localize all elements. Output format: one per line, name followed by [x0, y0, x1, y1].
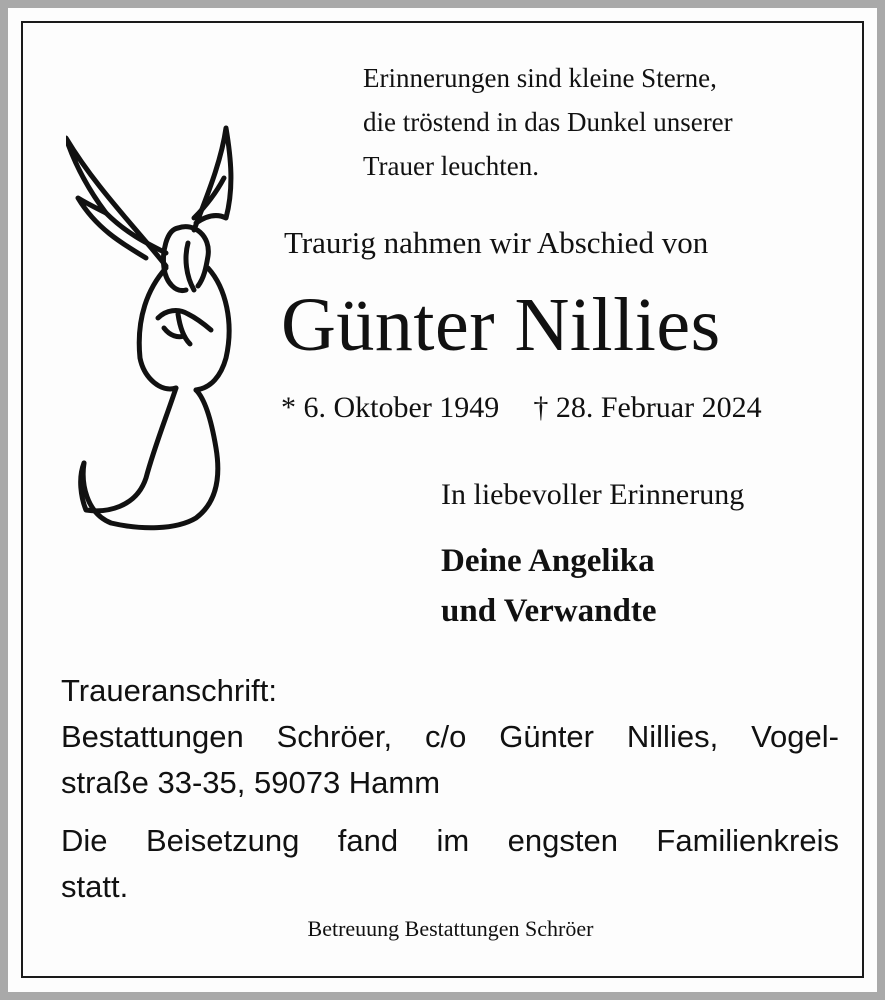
- quote-line: Trauer leuchten.: [363, 151, 539, 181]
- angel-icon: [66, 118, 246, 538]
- funeral-note: [61, 818, 839, 910]
- address-label: Traueranschrift:: [61, 673, 277, 708]
- obituary-sheet: [8, 8, 877, 992]
- farewell-intro: Traurig nahmen wir Abschied von: [284, 225, 709, 260]
- death-date: † 28. Februar 2024: [533, 391, 762, 424]
- memory-line: In liebevoller Erinnerung: [441, 478, 745, 511]
- address-line: Bestattungen Schröer, c/o Günter Nillies, Vogel-: [61, 719, 839, 754]
- signature-line: und Verwandte: [441, 593, 657, 629]
- quote-line: die tröstend in das Dunkel unserer: [363, 107, 733, 137]
- mourners-signature: [441, 536, 656, 636]
- memorial-quote: [363, 56, 863, 188]
- address-line: straße 33-35, 59073 Hamm: [61, 765, 441, 800]
- funeral-line: Die Beisetzung fand im engsten Familienkreis: [61, 823, 839, 858]
- condolence-address: [61, 668, 839, 806]
- signature-line: Deine Angelika: [441, 543, 655, 579]
- birth-date: * 6. Oktober 1949: [281, 391, 500, 424]
- quote-line: Erinnerungen sind kleine Sterne,: [363, 63, 717, 93]
- deceased-name: Günter Nillies: [281, 283, 721, 367]
- undertaker-credit: Betreuung Bestattungen Schröer: [307, 916, 594, 941]
- life-dates: [281, 391, 762, 425]
- funeral-line: statt.: [61, 869, 129, 904]
